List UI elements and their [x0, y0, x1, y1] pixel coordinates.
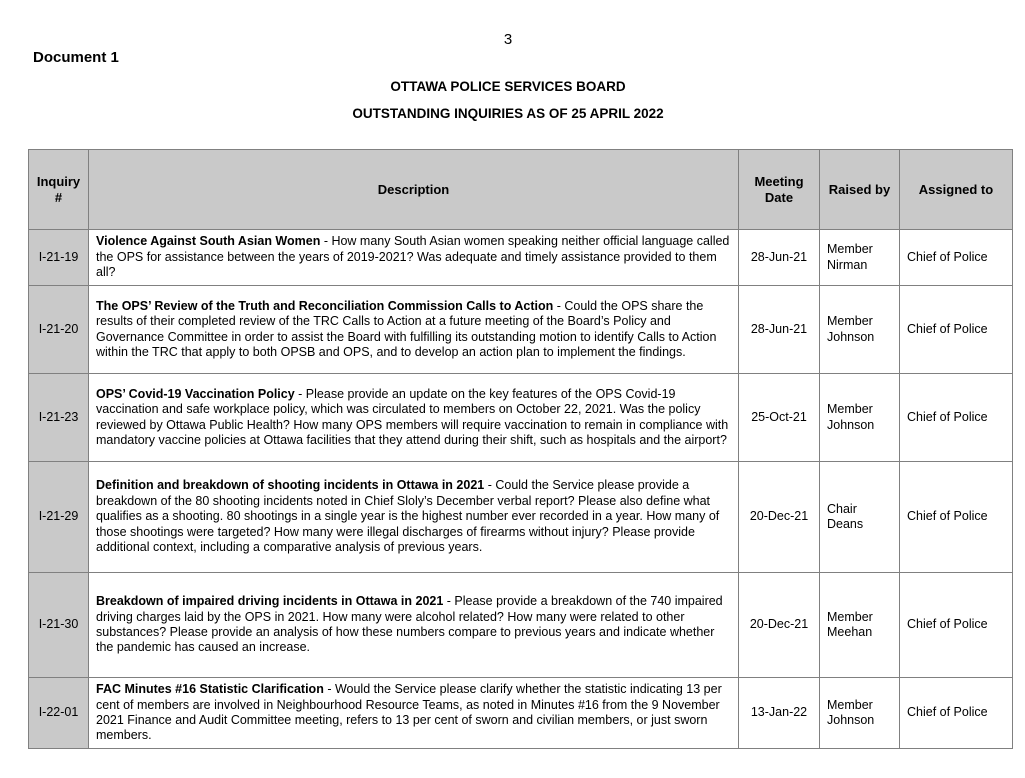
inquiry-id: I-21-23	[29, 374, 89, 462]
raised-by	[820, 678, 900, 749]
table-row	[29, 374, 1013, 462]
raised-by	[820, 374, 900, 462]
raised-by-name: Johnson	[827, 329, 875, 344]
table-header-row	[29, 150, 1013, 230]
raised-by-role: Member	[827, 609, 873, 624]
header-raised-by: Raised by	[820, 150, 900, 230]
inquiry-body: - Please provide a breakdown of the 740 impaired driving charges laid by the OPS in 2021. How many were alcohol related? How many were related to other substances? Please provide an analysis of how these numbers compare to previous years and indicate whether the pandemic has caused an increase.	[96, 594, 723, 655]
meeting-date: 28-Jun-21	[739, 286, 820, 374]
raised-by-role: Member	[827, 402, 873, 417]
inquiry-body: - Could the Service please provide a breakdown of the 80 shooting incidents noted in Chief Sloly’s December verbal report? Please also define what qualifies as a shooting. 80 shootings in a single year is the highest number ever recorded in a year. How many of those shootings were targeted? How many were illegal discharges of firearms without injury? Please provide additional context, including a comparative analysis of previous years.	[96, 478, 720, 555]
table-row	[29, 678, 1013, 749]
inquiry-id: I-21-29	[29, 462, 89, 573]
table-row	[29, 462, 1013, 573]
inquiry-id: I-22-01	[29, 678, 89, 749]
inquiry-description	[89, 286, 739, 374]
inquiry-body: - How many South Asian women speaking neither official language called the OPS for assistance between the years of 2019-2021? Was adequate and timely assistance provided to them all?	[96, 234, 730, 280]
meeting-date: 20-Dec-21	[739, 462, 820, 573]
inquiry-title: FAC Minutes #16 Statistic Clarification	[96, 682, 324, 697]
inquiry-description	[89, 462, 739, 573]
meeting-date: 20-Dec-21	[739, 573, 820, 678]
inquiry-body: - Please provide an update on the key features of the OPS Covid-19 vaccination and safe workplace policy, which was circulated to members on October 22, 2021. Was the policy reviewed by Ottawa Public Health? How many OPS members will require vaccination to remain in compliance with mandatory vaccine policies at Ottawa facilities that they attend during their shift, such as hospitals and the airport?	[96, 386, 729, 447]
raised-by-name: Deans	[827, 517, 864, 531]
raised-by-name: Nirman	[827, 257, 868, 272]
inquiry-title: Definition and breakdown of shooting incidents in Ottawa in 2021	[96, 478, 485, 493]
raised-by	[820, 230, 900, 286]
raised-by-role: Member	[827, 697, 873, 712]
meeting-date: 28-Jun-21	[739, 230, 820, 286]
inquiry-description	[89, 573, 739, 678]
inquiry-title: OPS’ Covid-19 Vaccination Policy	[96, 386, 295, 401]
raised-by-name: Johnson	[827, 713, 875, 727]
header-assigned-to: Assigned to	[900, 150, 1013, 230]
inquiry-description	[89, 374, 739, 462]
assigned-to: Chief of Police	[900, 374, 1013, 462]
assigned-to: Chief of Police	[900, 573, 1013, 678]
meeting-date: 25-Oct-21	[739, 374, 820, 462]
assigned-to: Chief of Police	[900, 678, 1013, 749]
raised-by	[820, 462, 900, 573]
raised-by	[820, 286, 900, 374]
table-row	[29, 573, 1013, 678]
raised-by	[820, 573, 900, 678]
assigned-to: Chief of Police	[900, 286, 1013, 374]
inquiry-description	[89, 230, 739, 286]
header-meeting-date: Meeting Date	[739, 150, 820, 230]
header-inquiry: Inquiry #	[29, 150, 89, 230]
raised-by-role: Chair	[827, 501, 857, 516]
inquiry-id: I-21-30	[29, 573, 89, 678]
meeting-date: 13-Jan-22	[739, 678, 820, 749]
inquiry-body: - Would the Service please clarify whether the statistic indicating 13 per cent of members are involved in Neighbourhood Resource Teams, as noted in Minutes #16 from the 9 November 2021 Finance and Audit Committee meeting, refers to 13 per cent of sworn and civilian members, or just sworn members.	[96, 682, 722, 743]
inquiry-title: Breakdown of impaired driving incidents in Ottawa in 2021	[96, 594, 444, 609]
assigned-to: Chief of Police	[900, 462, 1013, 573]
page-number: 3	[503, 31, 513, 48]
inquiry-title: Violence Against South Asian Women	[96, 234, 321, 249]
inquiry-body: - Could the OPS share the results of their completed review of the TRC Calls to Action at a future meeting of the Board’s Policy and Governance Committee in order to assist the Board with fulfilling its outstanding motion to identify Calls to Action within the TRC that apply to both OPSB and OPS, and to develop an action plan to implement the findings.	[96, 298, 717, 359]
report-subtitle: OUTSTANDING INQUIRIES AS OF 25 APRIL 2022	[352, 106, 664, 121]
inquiry-id: I-21-19	[29, 230, 89, 286]
table-row	[29, 230, 1013, 286]
raised-by-name: Meehan	[827, 625, 873, 639]
table-row	[29, 286, 1013, 374]
inquiry-description	[89, 678, 739, 749]
raised-by-name: Johnson	[827, 417, 875, 432]
inquiries-table	[28, 149, 1013, 749]
board-title: OTTAWA POLICE SERVICES BOARD	[390, 79, 626, 94]
raised-by-role: Member	[827, 314, 873, 329]
header-description: Description	[89, 150, 739, 230]
inquiry-title: The OPS’ Review of the Truth and Reconciliation Commission Calls to Action	[96, 298, 554, 313]
assigned-to: Chief of Police	[900, 230, 1013, 286]
document-label: Document 1	[33, 49, 119, 66]
inquiry-id: I-21-20	[29, 286, 89, 374]
raised-by-role: Member	[827, 242, 873, 257]
